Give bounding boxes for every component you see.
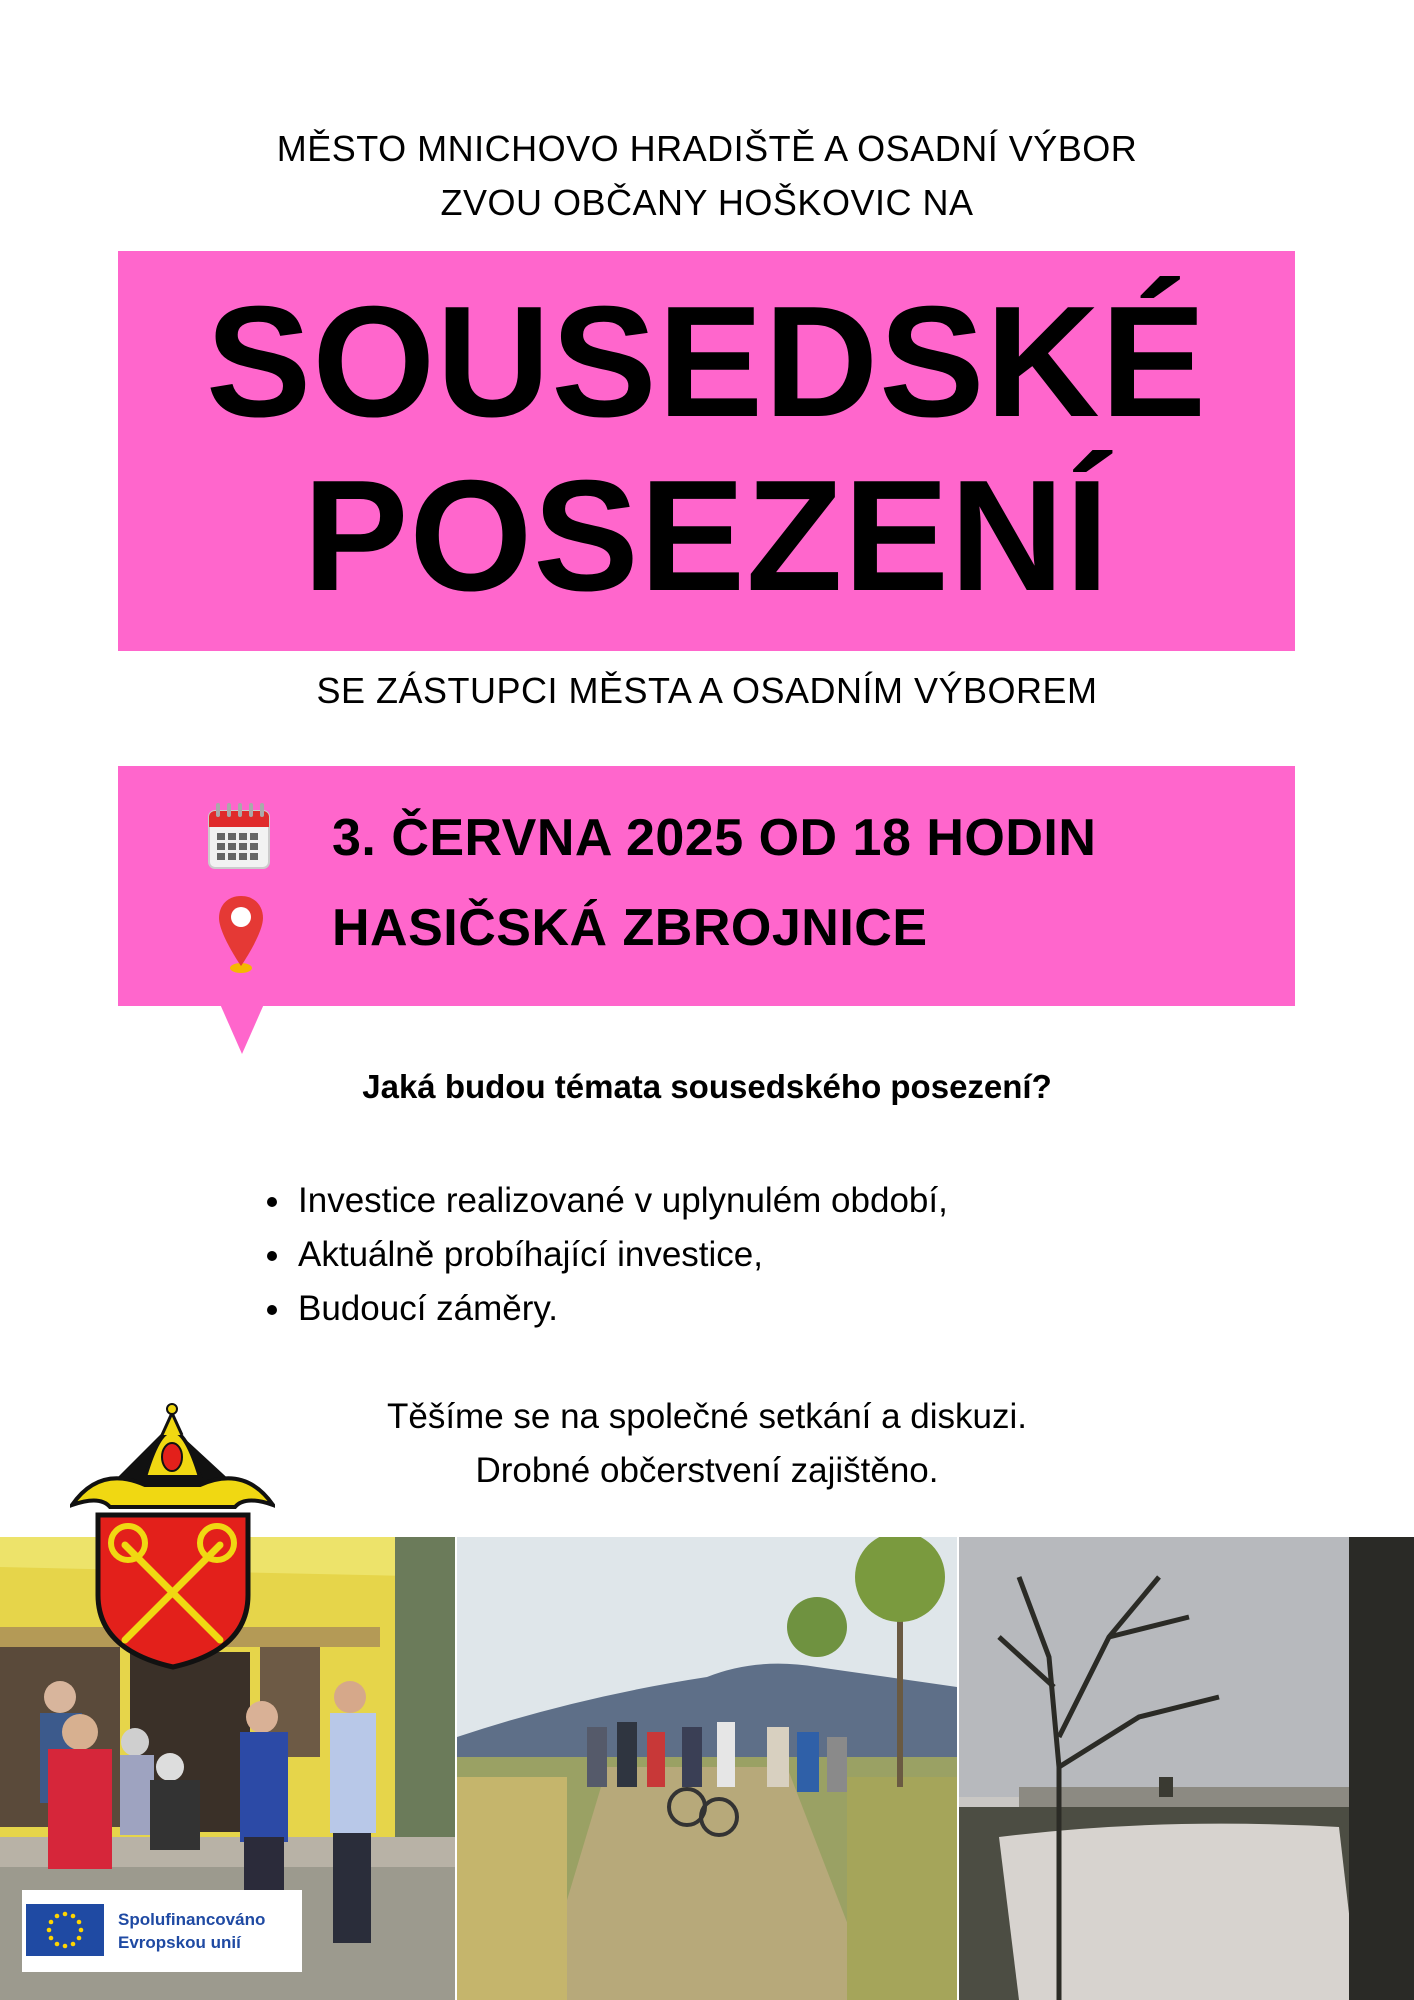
- event-place: HASIČSKÁ ZBROJNICE: [332, 899, 928, 957]
- topics-list: [262, 1174, 948, 1336]
- title-banner: [118, 251, 1295, 651]
- list-item: Budoucí záměry.: [262, 1282, 948, 1336]
- organizer-line-1: MĚSTO MNICHOVO HRADIŠTĚ A OSADNÍ VÝBOR: [276, 128, 1138, 169]
- title-line-1: SOUSEDSKÉ: [205, 274, 1208, 450]
- eu-cofunding-badge: [22, 1890, 302, 1972]
- photo-pond-trees: [959, 1537, 1414, 2000]
- photo-group-bikes: [457, 1537, 957, 2000]
- event-info-box: [118, 766, 1295, 1006]
- map-pin-icon: [216, 894, 266, 979]
- eu-flag-icon: [26, 1904, 104, 1956]
- list-item: Investice realizované v uplynulém období,: [262, 1174, 948, 1228]
- coat-of-arms-emblem: [70, 1395, 275, 1675]
- topics-question: Jaká budou témata sousedského posezení?: [362, 1068, 1052, 1105]
- calendar-icon: [208, 801, 270, 874]
- eu-badge-text: [118, 1908, 265, 1954]
- eu-badge-line-1: Spolufinancováno: [118, 1910, 266, 1929]
- closing-line-2: Drobné občerstvení zajištěno.: [475, 1451, 939, 1490]
- organizer-line-2: ZVOU OBČANY HOŠKOVIC NA: [440, 182, 974, 223]
- event-date: 3. ČERVNA 2025 OD 18 HODIN: [332, 809, 1097, 867]
- closing-line-1: Těšíme se na společné setkání a diskuzi.: [386, 1397, 1028, 1436]
- speech-pointer: [220, 1004, 264, 1054]
- eu-badge-line-2: Evropskou unií: [118, 1933, 241, 1952]
- subtitle: SE ZÁSTUPCI MĚSTA A OSADNÍM VÝBOREM: [316, 670, 1098, 711]
- list-item: Aktuálně probíhající investice,: [262, 1228, 948, 1282]
- title-line-2: POSEZENÍ: [303, 448, 1110, 624]
